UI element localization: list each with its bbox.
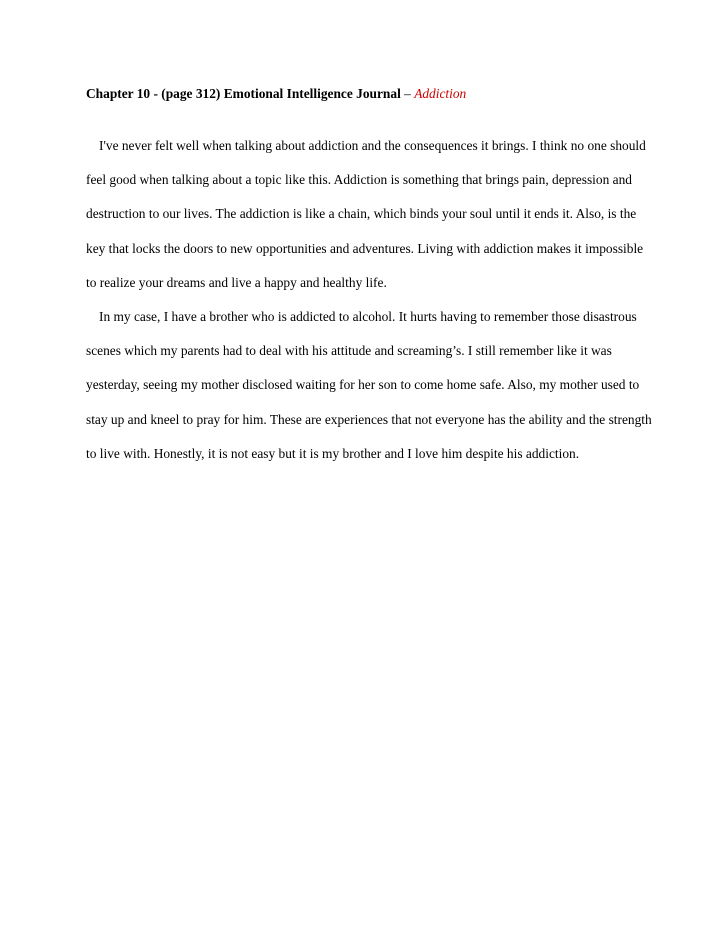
paragraph-2-line-5: everyone has the ability and the strength to live with. Honestly, it is not easy but it is my brother [86, 411, 652, 461]
paragraph-2-line-6: and I love him despite his addiction. [384, 445, 580, 461]
journal-body [86, 129, 656, 471]
title-main: Chapter 10 - (page 312) Emotional Intelligence Journal [86, 86, 401, 101]
paragraph-2 [86, 300, 656, 471]
paragraph-2-line-1: In my case, I have a brother who is addicted to alcohol. It hurts having to remember those [99, 309, 580, 325]
paragraph-2-line-3: remember like it was yesterday, seeing my mother disclosed waiting for her son to come home [86, 343, 612, 393]
page-title [86, 84, 686, 104]
paragraph-1-line-5: with addiction makes it impossible to realize your dreams and live a happy and healthy life. [86, 240, 644, 290]
paragraph-1-line-1: I've never felt well when talking about addiction and the consequences it brings. I think no [99, 138, 585, 153]
paragraph-2-line-2: disastrous scenes which my parents had to deal with his attitude and screaming’s. I still [86, 309, 637, 359]
paragraph-1-line-4: until it ends it. Also, is the key that locks the doors to new opportunities and adventures. Living [86, 206, 637, 256]
paragraph-1-line-2: one should feel good when talking about a topic like this. Addiction is something that brings [86, 138, 646, 188]
paragraph-1-line-3: pain, depression and destruction to our lives. The addiction is like a chain, which binds your soul [86, 172, 632, 222]
title-topic: Addiction [414, 86, 467, 101]
paragraph-2-line-4: safe. Also, my mother used to stay up and kneel to pray for him. These are experiences that not [86, 377, 640, 427]
paragraph-1 [86, 129, 656, 300]
title-separator: – [400, 86, 415, 101]
